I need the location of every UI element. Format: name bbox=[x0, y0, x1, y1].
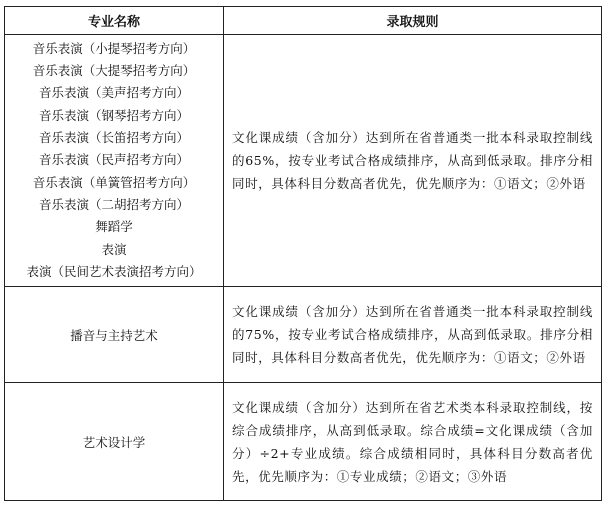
major-item: 播音与主持艺术 bbox=[5, 287, 224, 383]
major-item: 表演 bbox=[101, 241, 127, 257]
table-row bbox=[5, 383, 602, 501]
header-admission-rule: 录取规则 bbox=[224, 7, 602, 35]
header-major-name: 专业名称 bbox=[5, 7, 224, 35]
major-item: 音乐表演（单簧管招考方向） bbox=[32, 174, 196, 190]
major-list-cell bbox=[5, 35, 224, 287]
major-item: 音乐表演（二胡招考方向） bbox=[38, 196, 189, 212]
major-item: 艺术设计学 bbox=[5, 383, 224, 501]
major-item: 舞蹈学 bbox=[95, 219, 133, 235]
table-row bbox=[5, 35, 602, 287]
table-header-row bbox=[5, 7, 602, 35]
major-item: 音乐表演（钢琴招考方向） bbox=[38, 107, 189, 123]
admission-rules-table bbox=[4, 6, 602, 501]
major-item: 音乐表演（小提琴招考方向） bbox=[32, 40, 196, 56]
major-item: 表演（民间艺术表演招考方向） bbox=[26, 263, 202, 279]
admission-rule-text: 文化课成绩（含加分）达到所在省艺术类本科录取控制线，按综合成绩排序，从高到低录取。综合成绩=文化课成绩（含加分）÷2+专业成绩。综合成绩相同时，具体科目分数高者优先，优先顺序为：①专业成绩；②语文；③外语 bbox=[224, 383, 602, 501]
major-item: 音乐表演（大提琴招考方向） bbox=[32, 63, 196, 79]
admission-rule-text: 文化课成绩（含加分）达到所在省普通类一批本科录取控制线的65%，按专业考试合格成绩排序，从高到低录取。排序分相同时，具体科目分数高者优先，优先顺序为：①语文；②外语 bbox=[224, 35, 602, 287]
major-item: 音乐表演（民声招考方向） bbox=[38, 152, 189, 168]
major-item: 音乐表演（美声招考方向） bbox=[38, 85, 189, 101]
table-row bbox=[5, 287, 602, 383]
major-item: 音乐表演（长笛招考方向） bbox=[38, 130, 189, 146]
admission-rule-text: 文化课成绩（含加分）达到所在省普通类一批本科录取控制线的75%，按专业考试合格成绩排序，从高到低录取。排序分相同时，具体科目分数高者优先，优先顺序为：①语文；②外语 bbox=[224, 287, 602, 383]
